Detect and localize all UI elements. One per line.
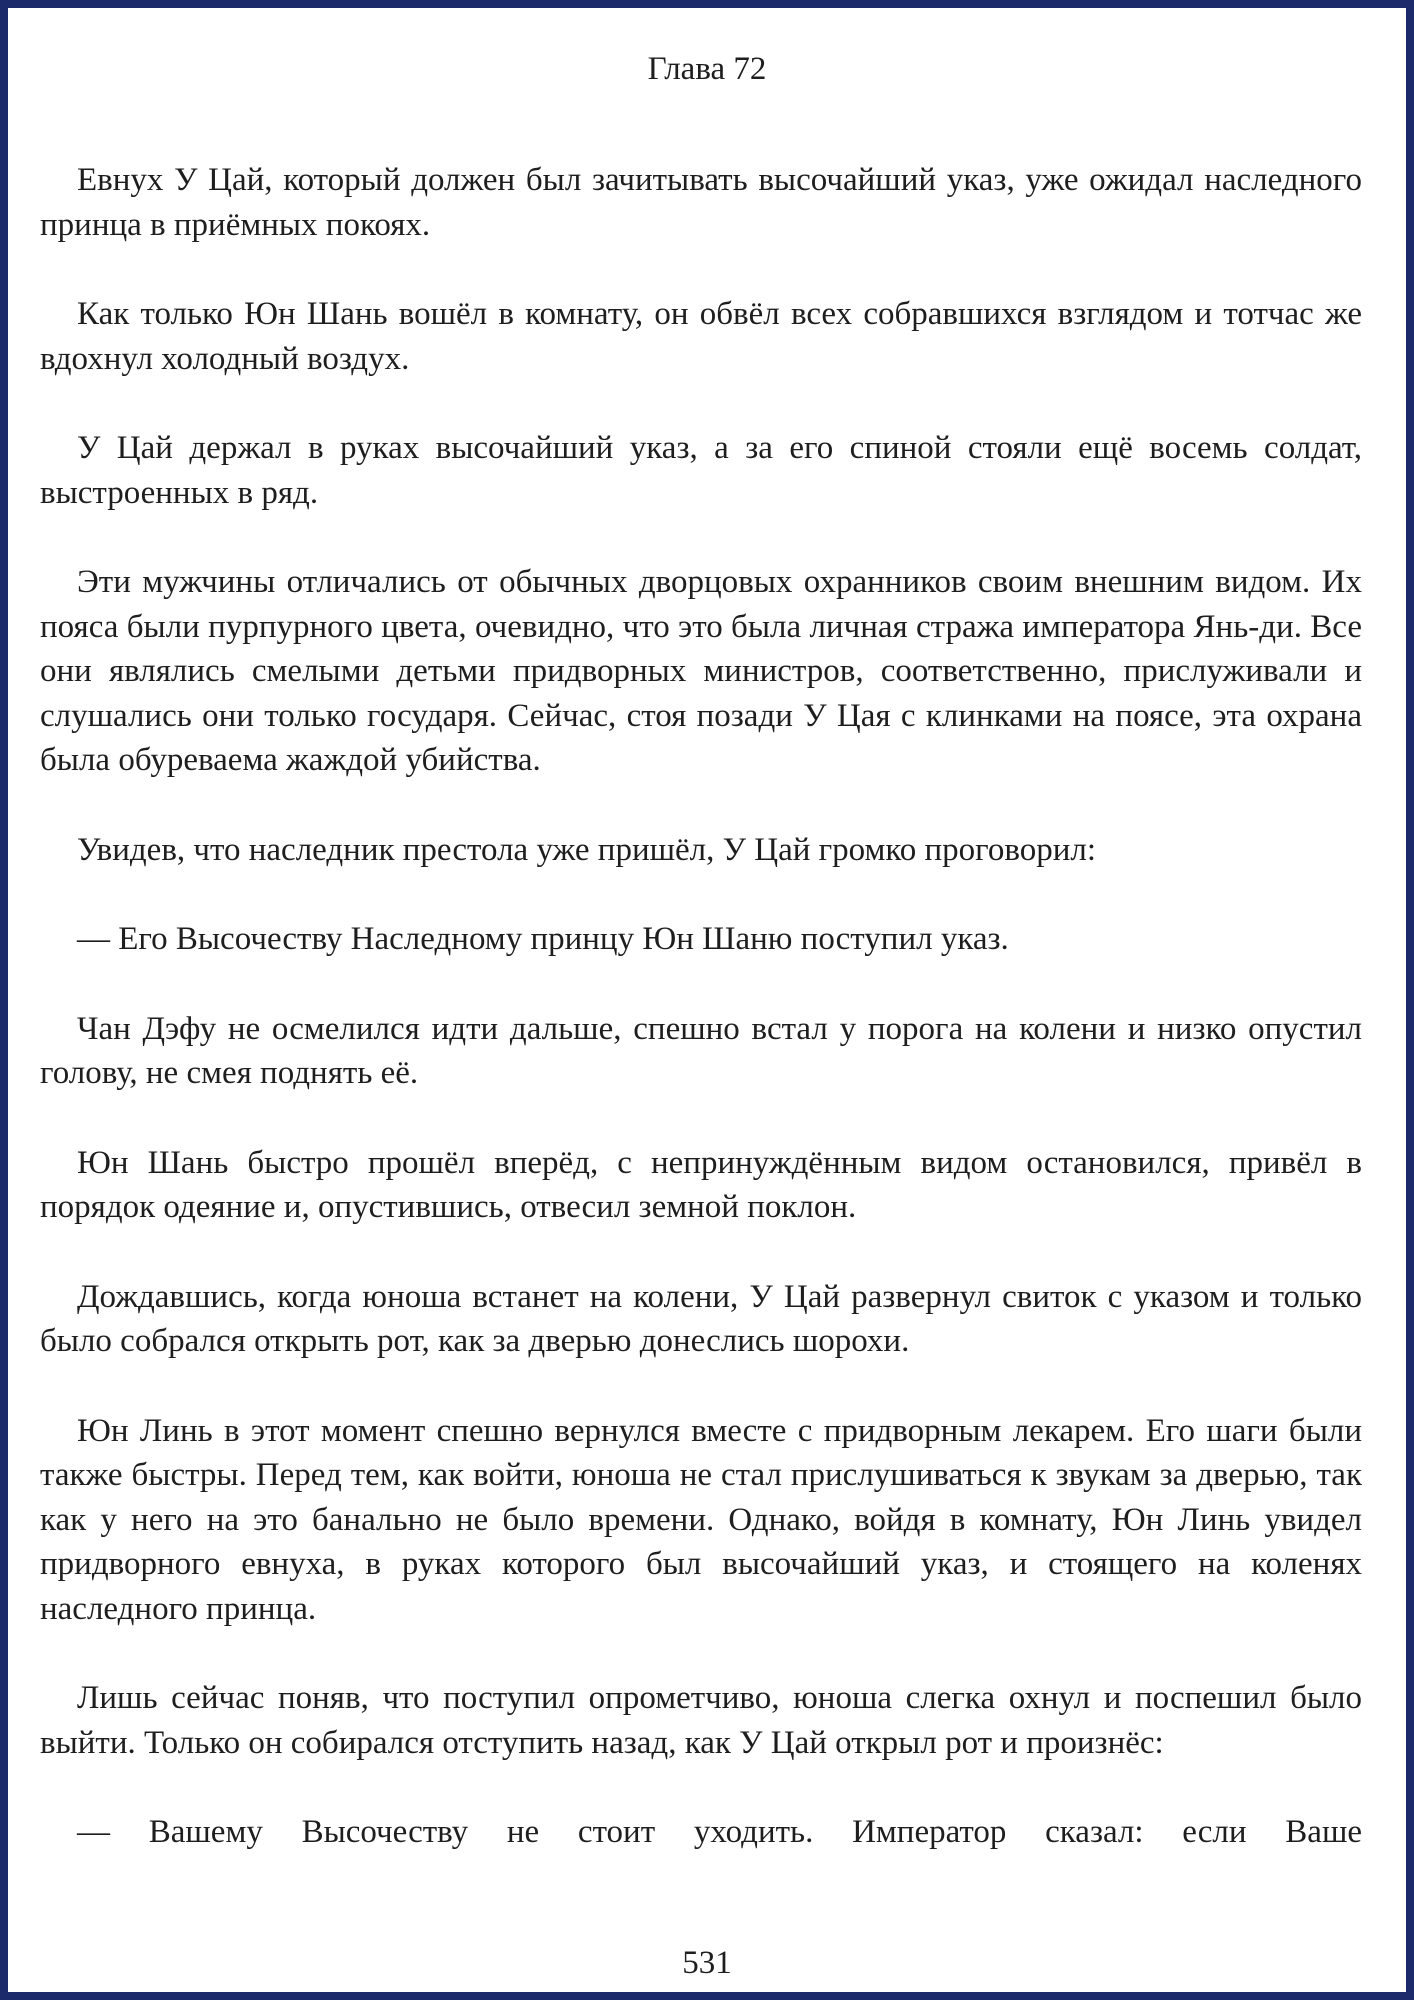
paragraph: Как только Юн Шань вошёл в комнату, он обвёл всех собравшихся взглядом и тотчас же вдохнул холодный воздух. <box>40 296 1362 377</box>
paragraph: Лишь сейчас поняв, что поступил опрометчиво, юноша слегка охнул и поспешил было выйти. Только он собирался отступить назад, как У Цай открыл рот и произнёс: <box>40 1680 1362 1761</box>
paragraph: — Вашему Высочеству не стоит уходить. Император сказал: если Ваше <box>77 1814 1362 1850</box>
paragraph: У Цай держал в руках высочайший указ, а за его спиной стояли ещё восемь солдат, выстроенных в ряд. <box>40 430 1362 511</box>
paragraph: Чан Дэфу не осмелился идти дальше, спешно встал у порога на колени и низко опустил голову, не смея поднять её. <box>40 1010 1362 1091</box>
paragraph: — Его Высочеству Наследному принцу Юн Шаню поступил указ. <box>77 921 1009 957</box>
page-text-body <box>40 158 1362 1900</box>
paragraph: Дождавшись, когда юноша встанет на колени, У Цай развернул свиток с указом и только было собрался открыть рот, как за дверью донеслись шорохи. <box>40 1278 1362 1359</box>
page-number: 531 <box>682 1945 732 1982</box>
paragraph: Евнух У Цай, который должен был зачитывать высочайший указ, уже ожидал наследного принца в приёмных покоях. <box>40 162 1362 243</box>
paragraph: Юн Линь в этот момент спешно вернулся вместе с придворным лекарем. Его шаги были также быстры. Перед тем, как войти, юноша не стал прислушиваться к звукам за дверью, так как у него на это банально не было времени. Однако, войдя в комнату, Юн Линь увидел придворного евнуха, в руках которого был высочайший указ, и стоящего на коленях наследного принца. <box>40 1412 1362 1627</box>
paragraph: Эти мужчины отличались от обычных дворцовых охранников своим внешним видом. Их пояса были пурпурного цвета, очевидно, что это была личная стража императора Янь-ди. Все они являлись смелыми детьми придворных министров, соответственно, прислуживали и слушались они только государя. Сейчас, стоя позади У Цая с клинками на поясе, эта охрана была обуреваема жаждой убийства. <box>40 564 1362 778</box>
paragraph: Юн Шань быстро прошёл вперёд, с непринуждённым видом остановился, привёл в порядок одеяние и, опустившись, отвесил земной поклон. <box>40 1144 1362 1225</box>
paragraph: Увидев, что наследник престола уже пришёл, У Цай громко проговорил: <box>77 831 1097 868</box>
chapter-title: Глава 72 <box>647 51 767 87</box>
